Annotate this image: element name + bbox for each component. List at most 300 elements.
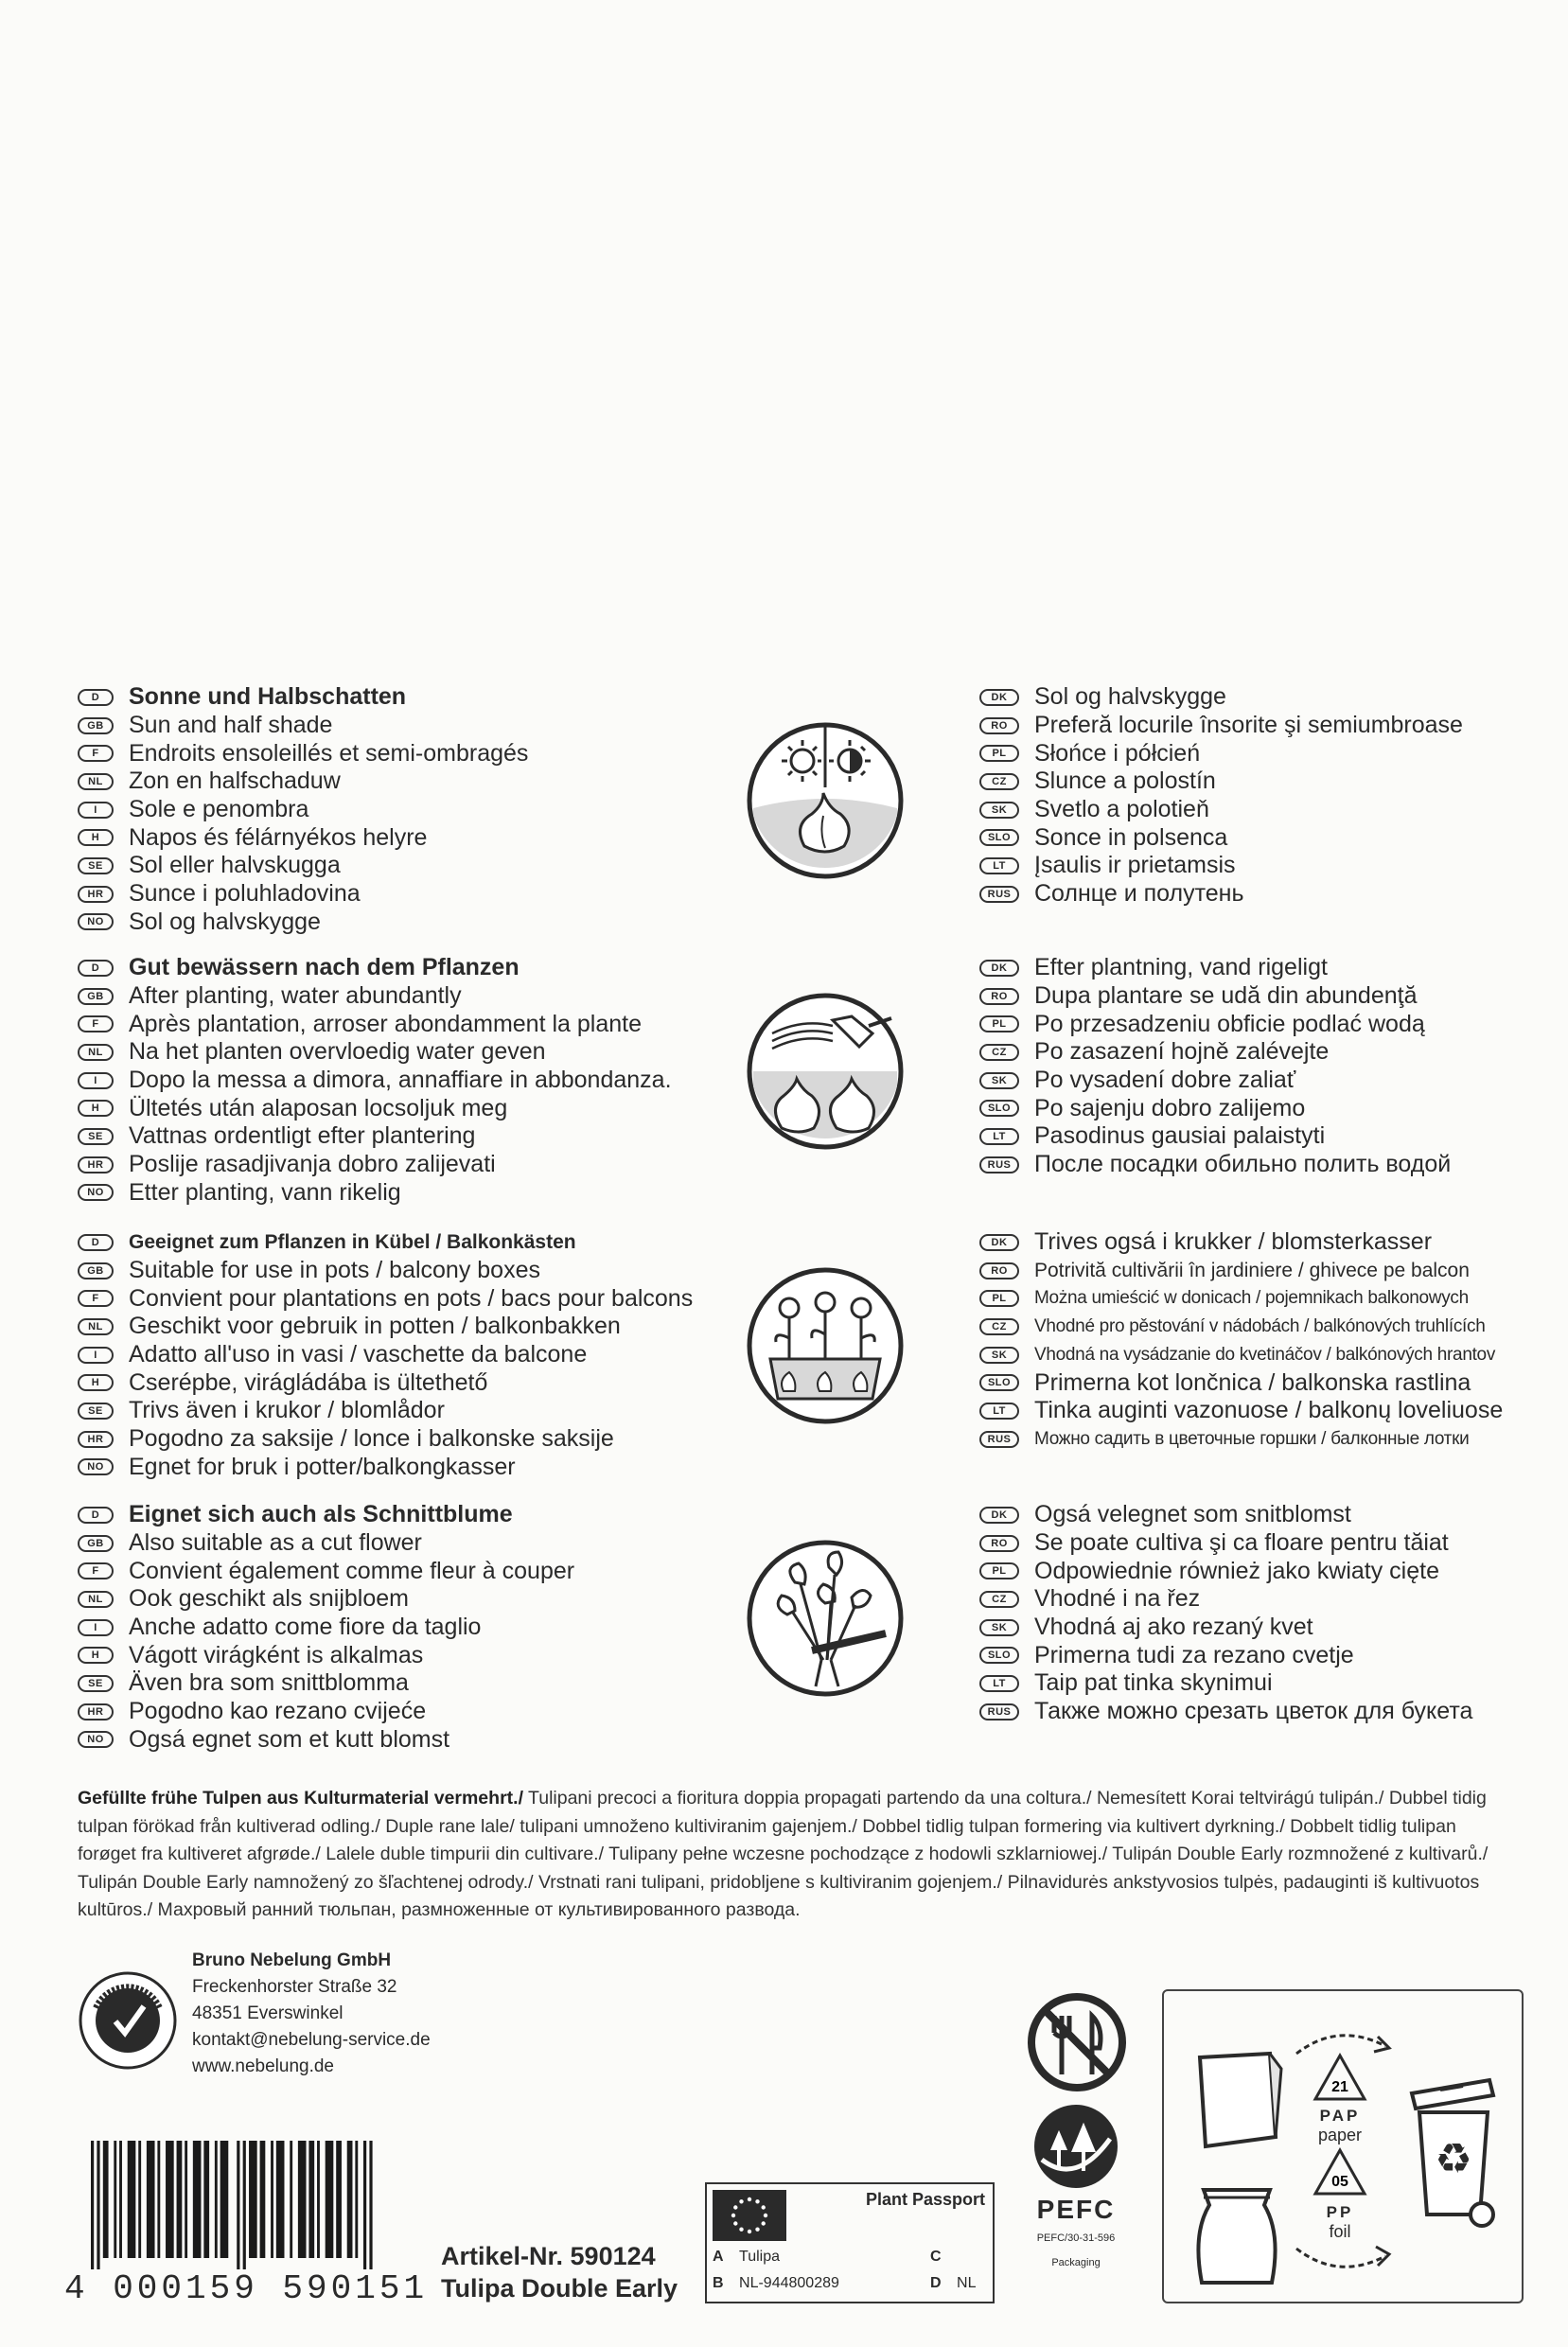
language-code-badge: F xyxy=(78,745,114,762)
instruction-text: Po przesadzeniu obficie podlać wodą xyxy=(1034,1010,1425,1037)
instruction-text: Po vysadení dobre zaliať xyxy=(1034,1067,1296,1094)
article-number: Artikel-Nr. 590124 xyxy=(441,2242,656,2270)
instruction-text: Po zasazení hojně zalévejte xyxy=(1034,1038,1330,1066)
language-code-badge: H xyxy=(78,1100,114,1117)
barcode-bar xyxy=(128,2141,136,2258)
right-section-3 xyxy=(979,1228,1503,1454)
plant-passport-title: Plant Passport xyxy=(865,2190,985,2209)
barcode-bar xyxy=(203,2141,209,2258)
barcode-bar xyxy=(347,2141,353,2258)
language-code-badge: SK xyxy=(979,1072,1019,1089)
language-code-badge: SK xyxy=(979,1347,1019,1364)
language-code-badge: NO xyxy=(78,913,114,930)
company-street: Freckenhorster Straße 32 xyxy=(192,1977,397,1997)
instruction-line xyxy=(78,1179,672,1208)
instruction-text: Suitable for use in pots / balcony boxes xyxy=(129,1257,540,1284)
instruction-line xyxy=(78,1669,574,1698)
barcode-bar xyxy=(103,2141,109,2258)
language-code-badge: GB xyxy=(78,1262,114,1279)
propagation-note-text: Tulipani precoci a fioritura doppia propagati partendo da una coltura./ Nemesített Korai teltvirágú tulipán./ Dubbel tidig tulpan förökad från kultiverad odling./ Duple rane lale/ tulipani umnoženo kultiviranim gajenjem./ Dobbel tidlig tulpan formering via kultivert dyrkning./ Dobbelt tidlig tulipan forøget fra kultiveret afgrøde./ Lalele duble timpurii din cultivare./ Tulipany pełne wczesne pochodzące z hodowli szklarniowej./ Tulipán Double Early rozmnožené z kultivarů./ Tulipán Double Early namnožený zo šľachtenej odrody./ Vrstnati rani tulipani, pridobljene s kultiviranim gojenjem./ Pilnavidurės ankstyvosios tulpės, padauginti iš kultivuotos kultūros./ Махровый ранний тюльпан, размноженные от культивированного развода. xyxy=(78,1788,1489,1920)
instruction-line xyxy=(979,1010,1451,1038)
instruction-text: Preferă locurile însorite şi semiumbroase xyxy=(1034,712,1463,739)
instruction-line xyxy=(979,1501,1472,1529)
instruction-text: Na het planten overvloedig water geven xyxy=(129,1038,546,1066)
instruction-text: Ültetés után alaposan locsoljuk meg xyxy=(129,1094,508,1121)
instruction-line xyxy=(78,739,528,768)
pefc-logo xyxy=(1024,2101,1128,2268)
barcode-bar xyxy=(138,2141,141,2258)
article-info xyxy=(441,2240,678,2304)
language-code-badge: LT xyxy=(979,1128,1019,1145)
language-code-badge: I xyxy=(78,1072,114,1089)
right-section-4 xyxy=(979,1501,1472,1726)
barcode-bar xyxy=(317,2141,320,2258)
instruction-text: Även bra som snittblomma xyxy=(129,1669,409,1697)
instruction-line xyxy=(78,712,528,740)
instruction-line xyxy=(78,1067,672,1095)
instruction-text: Vattnas ordentligt efter plantering xyxy=(129,1122,476,1150)
instruction-line xyxy=(979,1038,1451,1067)
barcode-bar xyxy=(308,2141,314,2258)
barcode-bar xyxy=(326,2141,334,2258)
pap-word: paper xyxy=(1317,2126,1363,2144)
language-code-badge: SLO xyxy=(979,1100,1019,1117)
instruction-line xyxy=(78,1726,574,1755)
instruction-text: Vhodné pro pěstování v nádobách / balkónových truhlících xyxy=(1034,1315,1486,1336)
instruction-line xyxy=(78,1038,672,1067)
barcode-bar xyxy=(147,2141,155,2258)
language-code-badge: DK xyxy=(979,1507,1019,1524)
instruction-line xyxy=(979,852,1463,880)
plant-passport xyxy=(705,2182,995,2303)
instruction-text: Vhodná aj ako rezaný kvet xyxy=(1034,1614,1313,1641)
barcode-bar xyxy=(215,2141,218,2258)
pefc-label: PEFC xyxy=(1036,2195,1116,2224)
language-code-badge: I xyxy=(78,1347,114,1364)
svg-text:♻: ♻ xyxy=(1435,2135,1472,2183)
language-code-badge: DK xyxy=(979,1234,1019,1251)
instruction-text: Sole e penombra xyxy=(129,796,309,823)
barcode-bar xyxy=(91,2141,94,2269)
barcode xyxy=(91,2141,397,2269)
instruction-text: Geeignet zum Pflanzen in Kübel / Balkonkästen xyxy=(129,1230,576,1253)
instruction-text: Sonne und Halbschatten xyxy=(129,683,407,711)
barcode-bar xyxy=(185,2141,187,2258)
language-code-badge: SK xyxy=(979,802,1019,819)
language-code-badge: D xyxy=(78,1507,114,1524)
language-code-badge: HR xyxy=(78,1431,114,1448)
instruction-line xyxy=(78,1501,574,1529)
instruction-line xyxy=(979,1397,1503,1425)
instruction-line xyxy=(979,1313,1503,1341)
language-code-badge: CZ xyxy=(979,773,1019,790)
eu-flag-icon xyxy=(713,2190,786,2241)
barcode-number: 4 000159 590151 xyxy=(64,2269,429,2308)
instruction-line xyxy=(979,1341,1503,1369)
watering-can-icon xyxy=(746,992,905,1151)
eu-star xyxy=(733,2205,737,2209)
instruction-line xyxy=(979,954,1451,982)
instruction-text: Tinka auginti vazonuose / balkonų loveliuose xyxy=(1034,1397,1504,1424)
language-code-badge: RO xyxy=(979,1535,1019,1552)
instruction-line xyxy=(979,1614,1472,1642)
instruction-text: Odpowiednie również jako kwiaty cięte xyxy=(1034,1557,1439,1584)
pp-number: 05 xyxy=(1331,2174,1348,2190)
instruction-text: Cserépbe, virágládába is ültethető xyxy=(129,1368,488,1396)
language-code-badge: SLO xyxy=(979,1647,1019,1664)
language-code-badge: SE xyxy=(78,1128,114,1145)
instruction-text: Poslije rasadjivanja dobro zalijevati xyxy=(129,1151,496,1178)
instruction-line xyxy=(979,1067,1451,1095)
language-code-badge: DK xyxy=(979,689,1019,706)
language-code-badge: PL xyxy=(979,1562,1019,1579)
instruction-text: Also suitable as a cut flower xyxy=(129,1529,422,1557)
left-section-4 xyxy=(78,1501,574,1754)
barcode-bar xyxy=(177,2141,183,2258)
instruction-text: Sonce in polsenca xyxy=(1034,823,1228,851)
eu-star xyxy=(731,2214,735,2217)
paper-sheet-icon xyxy=(1192,2048,1283,2152)
language-code-badge: GB xyxy=(78,988,114,1005)
sustainable-supplier-seal xyxy=(78,1970,178,2071)
passport-d-label: D xyxy=(930,2275,942,2291)
instruction-line xyxy=(979,1151,1451,1179)
language-code-badge: CZ xyxy=(979,1044,1019,1061)
pp-word: foil xyxy=(1329,2222,1351,2241)
language-code-badge: LT xyxy=(979,1403,1019,1420)
instruction-line xyxy=(78,982,672,1011)
eu-star xyxy=(739,2228,743,2232)
instruction-line xyxy=(78,1122,672,1151)
instruction-text: Convient pour plantations en pots / bacs pour balcons xyxy=(129,1284,694,1312)
barcode-bar xyxy=(363,2141,366,2269)
instruction-text: Primerna tudi za rezano cvetje xyxy=(1034,1641,1354,1668)
language-code-badge: SE xyxy=(78,1403,114,1420)
instruction-line xyxy=(979,982,1451,1011)
language-code-badge: NL xyxy=(78,1044,114,1061)
language-code-badge: H xyxy=(78,829,114,846)
instruction-text: Įsaulis ir prietamsis xyxy=(1034,852,1236,879)
language-code-badge: HR xyxy=(78,1703,114,1721)
instruction-text: Gut bewässern nach dem Pflanzen xyxy=(129,954,520,981)
language-code-badge: NL xyxy=(78,773,114,790)
eu-star xyxy=(733,2221,737,2225)
instruction-text: Slunce a polostín xyxy=(1034,768,1216,795)
instruction-line xyxy=(78,1228,693,1257)
instruction-text: Geschikt voor gebruik in potten / balkonbakken xyxy=(129,1313,621,1340)
instruction-line xyxy=(78,1341,693,1369)
instruction-text: Sol og halvskygge xyxy=(1034,683,1226,711)
language-code-badge: I xyxy=(78,802,114,819)
instruction-line xyxy=(78,796,528,824)
instruction-text: Słońce i półcień xyxy=(1034,739,1201,767)
language-code-badge: LT xyxy=(979,857,1019,874)
eu-star xyxy=(755,2228,759,2232)
language-code-badge: RO xyxy=(979,717,1019,734)
barcode-bar xyxy=(237,2141,239,2269)
instruction-line xyxy=(78,954,672,982)
instruction-text: Ogsá egnet som et kutt blomst xyxy=(129,1725,450,1753)
instruction-line xyxy=(78,1425,693,1454)
eu-star xyxy=(762,2221,766,2225)
arrow-bottom-icon xyxy=(1291,2239,1395,2277)
pp-code: PP xyxy=(1326,2203,1354,2221)
instruction-line xyxy=(979,1257,1503,1285)
language-code-badge: RUS xyxy=(979,1431,1019,1448)
instruction-line xyxy=(78,909,528,937)
instruction-text: Svetlo a polotieň xyxy=(1034,796,1209,823)
article-name: Tulipa Double Early xyxy=(441,2274,678,2303)
pap-code: PAP xyxy=(1319,2107,1361,2125)
instruction-text: Pogodno kao rezano cvijeće xyxy=(129,1698,427,1725)
language-code-badge: RO xyxy=(979,988,1019,1005)
language-code-badge: GB xyxy=(78,1535,114,1552)
instruction-text: Trivs även i krukor / blomlådor xyxy=(129,1397,445,1424)
language-code-badge: D xyxy=(78,1234,114,1251)
barcode-bar xyxy=(166,2141,174,2258)
instruction-line xyxy=(78,1614,574,1642)
instruction-text: Trives ogsá i krukker / blomsterkasser xyxy=(1034,1228,1433,1256)
propagation-note-lead: Gefüllte frühe Tulpen aus Kulturmaterial vermehrt./ xyxy=(78,1788,523,1809)
instruction-text: После посадки обильно полить водой xyxy=(1034,1151,1452,1178)
barcode-bar xyxy=(193,2141,202,2258)
language-code-badge: NO xyxy=(78,1184,114,1201)
instruction-line xyxy=(78,880,528,909)
instruction-line xyxy=(979,768,1463,796)
instruction-line xyxy=(78,1313,693,1341)
instruction-text: Pasodinus gausiai palaistyti xyxy=(1034,1122,1326,1150)
language-code-badge: D xyxy=(78,960,114,977)
sun-half-shade-icon xyxy=(746,721,905,880)
language-code-badge: RO xyxy=(979,1262,1019,1279)
left-section-1 xyxy=(78,683,528,936)
instruction-text: Etter planting, vann rikelig xyxy=(129,1178,401,1206)
instruction-text: Endroits ensoleillés et semi-ombragés xyxy=(129,739,529,767)
passport-a-label: A xyxy=(713,2249,724,2265)
language-code-badge: LT xyxy=(979,1675,1019,1692)
pap-number: 21 xyxy=(1331,2079,1348,2095)
language-code-badge: DK xyxy=(979,960,1019,977)
barcode-bar xyxy=(157,2141,160,2258)
passport-b-label: B xyxy=(713,2275,724,2291)
language-code-badge: RUS xyxy=(979,886,1019,903)
instruction-text: Vhodná na vysádzanie do kvetináčov / balkónových hrantov xyxy=(1034,1344,1496,1365)
instruction-text: Egnet for bruk i potter/balkongkasser xyxy=(129,1453,516,1480)
instruction-line xyxy=(78,823,528,852)
instruction-line xyxy=(979,712,1463,740)
balcony-box-icon xyxy=(746,1266,905,1425)
language-code-badge: RUS xyxy=(979,1156,1019,1174)
company-address xyxy=(192,1948,431,2080)
barcode-bar xyxy=(220,2141,229,2258)
language-code-badge: HR xyxy=(78,1156,114,1174)
language-code-badge: RUS xyxy=(979,1703,1019,1721)
instruction-line xyxy=(979,880,1463,909)
recycle-triangle-pp-icon xyxy=(1312,2146,1368,2197)
instruction-line xyxy=(78,683,528,712)
instruction-line xyxy=(78,1284,693,1313)
instruction-text: Convient également comme fleur à couper xyxy=(129,1557,575,1584)
instruction-line xyxy=(979,1529,1472,1558)
language-code-badge: F xyxy=(78,1290,114,1307)
language-code-badge: SE xyxy=(78,1675,114,1692)
instruction-line xyxy=(979,1585,1472,1614)
eu-star xyxy=(755,2199,759,2203)
language-code-badge: H xyxy=(78,1647,114,1664)
instruction-line xyxy=(979,1425,1503,1454)
instruction-text: Pogodno za saksije / lonce i balkonske saksije xyxy=(129,1425,614,1453)
instruction-line xyxy=(979,1284,1503,1313)
language-code-badge: D xyxy=(78,689,114,706)
language-code-badge: PL xyxy=(979,1290,1019,1307)
instruction-line xyxy=(78,1585,574,1614)
left-section-3 xyxy=(78,1228,693,1481)
instruction-line xyxy=(78,1641,574,1669)
instruction-line xyxy=(78,852,528,880)
instruction-text: Vhodné i na řez xyxy=(1034,1585,1201,1613)
instruction-text: Anche adatto come fiore da taglio xyxy=(129,1614,482,1641)
instruction-line xyxy=(979,823,1463,852)
barcode-bar xyxy=(119,2141,122,2258)
right-section-1 xyxy=(979,683,1463,909)
barcode-bar xyxy=(336,2141,342,2258)
barcode-bar xyxy=(114,2141,116,2258)
language-code-badge: F xyxy=(78,1015,114,1032)
instruction-text: Après plantation, arroser abondamment la plante xyxy=(129,1010,642,1037)
instruction-line xyxy=(78,768,528,796)
instruction-line xyxy=(78,1010,672,1038)
language-code-badge: SLO xyxy=(979,829,1019,846)
instruction-text: After planting, water abundantly xyxy=(129,982,462,1010)
instruction-text: Adatto all'uso in vasi / vaschette da balcone xyxy=(129,1341,588,1368)
language-code-badge: SE xyxy=(78,857,114,874)
instruction-text: Dupa plantare se udă din abundenţă xyxy=(1034,982,1418,1010)
recycle-bin-icon xyxy=(1406,2067,1501,2232)
propagation-note xyxy=(78,1785,1497,1925)
instruction-text: Ogsá velegnet som snitblomst xyxy=(1034,1501,1351,1528)
instruction-text: Ook geschikt als snijbloem xyxy=(129,1585,409,1613)
language-code-badge: NL xyxy=(78,1591,114,1608)
pefc-caption: Packaging xyxy=(1051,2257,1101,2268)
language-code-badge: CZ xyxy=(979,1318,1019,1335)
instruction-line xyxy=(979,739,1463,768)
left-section-2 xyxy=(78,954,672,1207)
barcode-bar xyxy=(355,2141,358,2258)
eu-star xyxy=(748,2197,751,2201)
pefc-tree-icon xyxy=(1031,2101,1121,2192)
company-city: 48351 Everswinkel xyxy=(192,2003,344,2023)
company-name: Bruno Nebelung GmbH xyxy=(192,1950,392,1970)
language-code-badge: H xyxy=(78,1374,114,1391)
instruction-line xyxy=(979,1122,1451,1151)
language-code-badge: SLO xyxy=(979,1374,1019,1391)
company-email[interactable]: kontakt@nebelung-service.de xyxy=(192,2030,431,2050)
barcode-bar xyxy=(249,2141,257,2258)
instruction-line xyxy=(78,1368,693,1397)
barcode-bar xyxy=(271,2141,273,2258)
instruction-text: Солнце и полутень xyxy=(1034,880,1244,908)
language-code-badge: GB xyxy=(78,717,114,734)
instruction-text: Po sajenju dobro zalijemo xyxy=(1034,1094,1306,1121)
barcode-bar xyxy=(290,2141,292,2258)
barcode-bar xyxy=(369,2141,372,2269)
instruction-text: Potrivită cultivării în jardiniere / ghivece pe balcon xyxy=(1034,1259,1470,1281)
recycling-panel xyxy=(1162,1989,1524,2303)
eu-star xyxy=(748,2230,751,2233)
instruction-line xyxy=(78,1529,574,1558)
instruction-line xyxy=(78,1151,672,1179)
cut-flower-icon xyxy=(746,1539,905,1698)
instruction-text: Primerna kot lončnica / balkonska rastlina xyxy=(1034,1368,1471,1396)
instruction-line xyxy=(979,1368,1503,1397)
instruction-line xyxy=(979,1228,1503,1257)
instruction-text: Eignet sich auch als Schnittblume xyxy=(129,1501,513,1528)
language-code-badge: I xyxy=(78,1619,114,1636)
instruction-text: Taip pat tinka skynimui xyxy=(1034,1669,1273,1697)
instruction-line xyxy=(78,1397,693,1425)
passport-d-value: NL xyxy=(957,2275,977,2291)
instruction-text: Sun and half shade xyxy=(129,712,333,739)
instruction-text: Sunce i poluhladovina xyxy=(129,880,361,908)
instruction-text: Vágott virágként is alkalmas xyxy=(129,1641,424,1668)
instruction-line xyxy=(979,1557,1472,1585)
instruction-text: Se poate cultiva şi ca floare pentru tăiat xyxy=(1034,1529,1449,1557)
eu-star xyxy=(739,2199,743,2203)
instruction-line xyxy=(78,1698,574,1726)
language-code-badge: NO xyxy=(78,1458,114,1475)
language-code-badge: NO xyxy=(78,1731,114,1748)
instruction-text: Sol eller halvskugga xyxy=(129,852,341,879)
instruction-text: Można umieścić w donicach / pojemnikach balkonowych xyxy=(1034,1288,1469,1309)
instruction-text: Efter plantning, vand rigeligt xyxy=(1034,954,1328,981)
eu-star xyxy=(762,2205,766,2209)
instruction-line xyxy=(979,1698,1472,1726)
instruction-line xyxy=(979,1094,1451,1122)
instruction-line xyxy=(78,1094,672,1122)
instruction-text: Также можно срезать цветок для букета xyxy=(1034,1698,1473,1725)
instruction-line xyxy=(78,1454,693,1482)
barcode-bar xyxy=(243,2141,246,2269)
right-section-2 xyxy=(979,954,1451,1179)
not-edible-icon xyxy=(1024,1989,1130,2095)
instruction-line xyxy=(979,683,1463,712)
language-code-badge: F xyxy=(78,1562,114,1579)
instruction-line xyxy=(78,1557,574,1585)
language-code-badge: SK xyxy=(979,1619,1019,1636)
language-code-badge: PL xyxy=(979,745,1019,762)
passport-a-value: Tulipa xyxy=(739,2249,780,2265)
instruction-text: Sol og halvskygge xyxy=(129,908,321,935)
language-code-badge: HR xyxy=(78,886,114,903)
passport-c-label: C xyxy=(930,2249,942,2265)
instruction-text: Dopo la messa a dimora, annaffiare in abbondanza. xyxy=(129,1067,672,1094)
instruction-line xyxy=(979,1669,1472,1698)
barcode-bar xyxy=(298,2141,307,2258)
language-code-badge: PL xyxy=(979,1015,1019,1032)
instruction-line xyxy=(979,796,1463,824)
instruction-line xyxy=(78,1257,693,1285)
instruction-line xyxy=(979,1641,1472,1669)
language-code-badge: NL xyxy=(78,1318,114,1335)
instruction-text: Можно садить в цветочные горшки / балконные лотки xyxy=(1034,1428,1470,1449)
instruction-text: Napos és félárnyékos helyre xyxy=(129,823,428,851)
company-website[interactable]: www.nebelung.de xyxy=(192,2056,334,2076)
foil-bag-icon xyxy=(1187,2177,1287,2290)
instruction-text: Zon en halfschaduw xyxy=(129,768,341,795)
barcode-bar xyxy=(276,2141,285,2258)
barcode-bar xyxy=(260,2141,266,2258)
barcode-bar xyxy=(97,2141,99,2269)
